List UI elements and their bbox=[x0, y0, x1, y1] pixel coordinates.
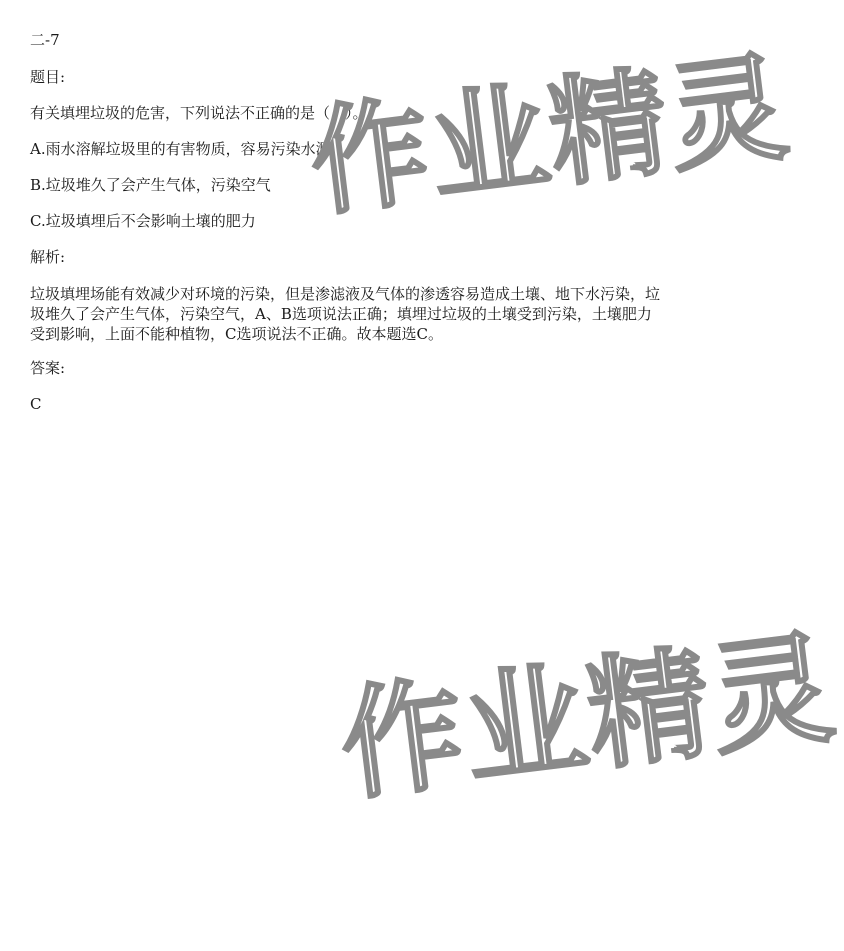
watermark-top: 作业精灵 bbox=[303, 37, 797, 233]
answer-value: C bbox=[30, 395, 42, 413]
section-label: 二-7 bbox=[30, 31, 60, 49]
option-b: B.垃圾堆久了会产生气体，污染空气 bbox=[30, 176, 271, 194]
question-stem: 有关填埋垃圾的危害，下列说法不正确的是（ ）。 bbox=[30, 104, 368, 122]
answer-label: 答案: bbox=[30, 359, 66, 377]
analysis-label: 解析: bbox=[30, 248, 66, 266]
option-c: C.垃圾填埋后不会影响土壤的肥力 bbox=[30, 212, 256, 230]
question-label: 题目: bbox=[30, 68, 66, 86]
watermark-bottom: 作业精灵 bbox=[333, 616, 843, 818]
option-a: A.雨水溶解垃圾里的有害物质，容易污染水源 bbox=[30, 140, 331, 158]
analysis-text: 垃圾填埋场能有效减少对环境的污染，但是渗滤液及气体的渗透容易造成土壤、地下水污染，垃圾堆久了会产生气体，污染空气，A、B选项说法正确；填埋过垃圾的土壤受到污染，土壤肥力受到影响，上面不能种植物，C选项说法不正确。故本题选C。 bbox=[30, 285, 661, 343]
